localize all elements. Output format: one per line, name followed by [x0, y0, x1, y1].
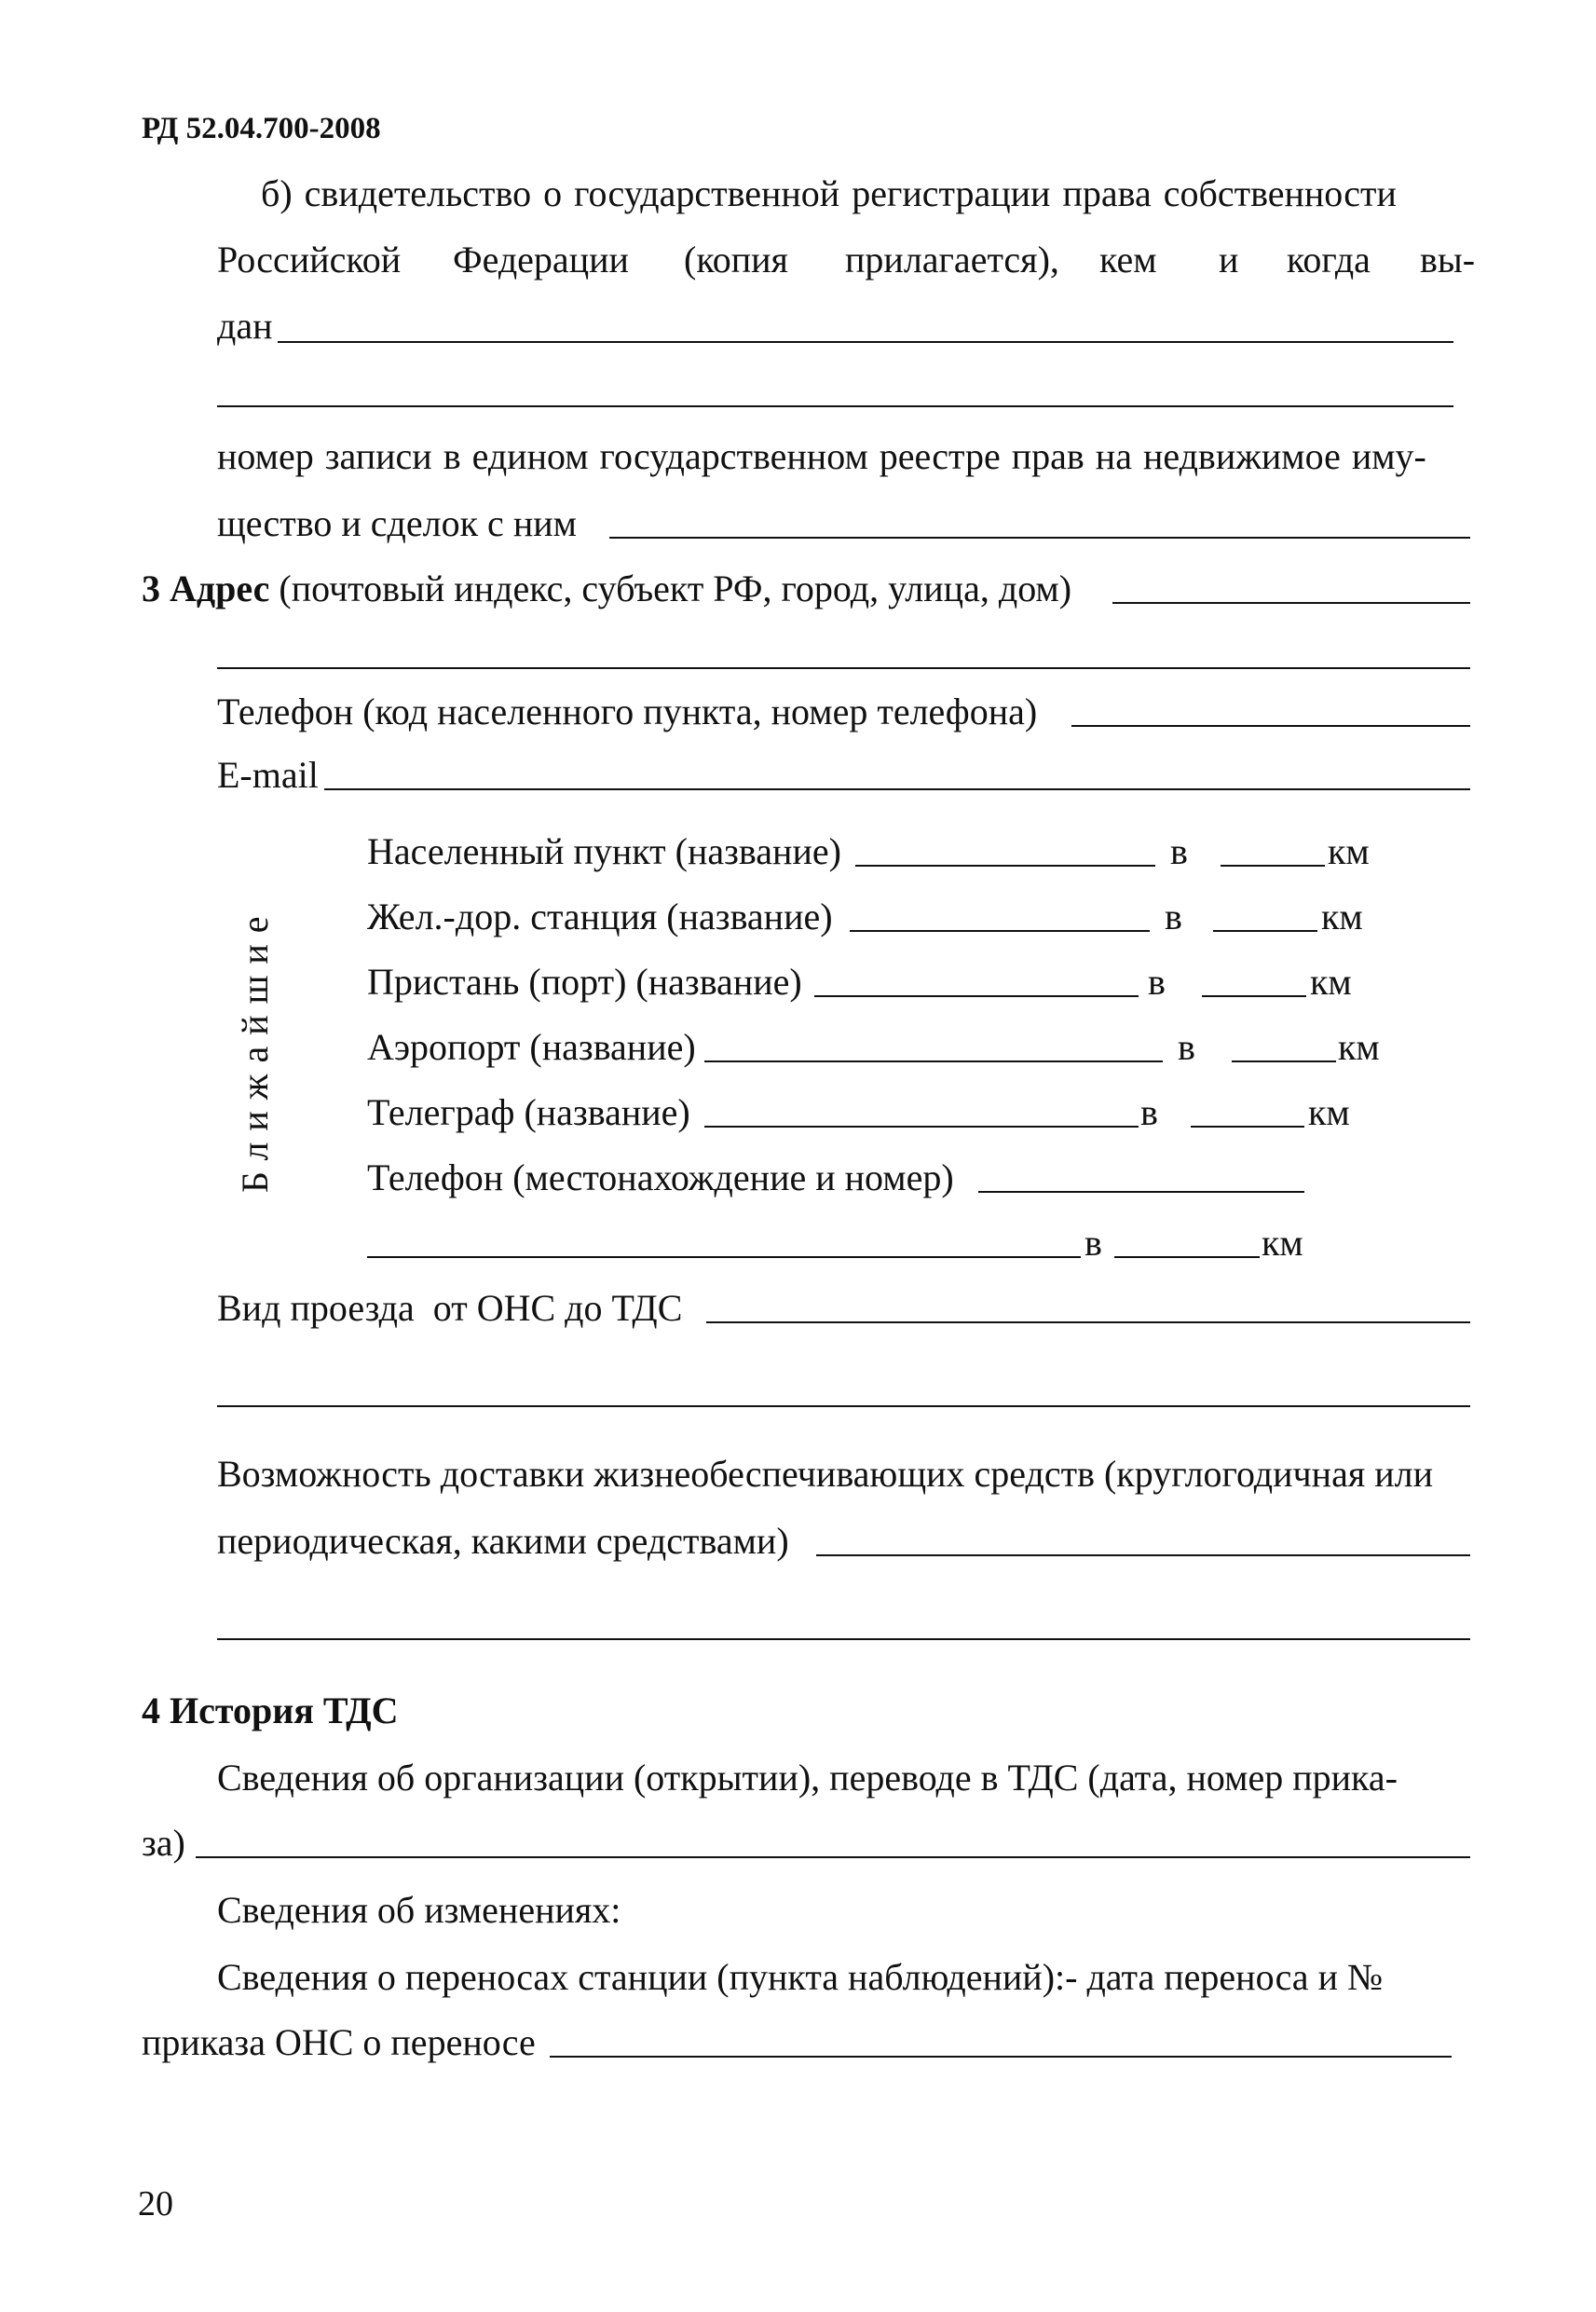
moves-line-1: Сведения о переносах станции (пункта наблюдений):- дата переноса и № [217, 1956, 1384, 1998]
word: вы- [1420, 239, 1476, 280]
section-number: 3 [142, 568, 160, 609]
registry-line-2: щество и сделок с ним [217, 502, 577, 544]
word: когда [1287, 239, 1371, 280]
section-3-heading [142, 570, 1071, 608]
word: Федерации [453, 239, 629, 280]
page-number: 20 [138, 2184, 173, 2223]
nearest-settlement-unit: км [1328, 830, 1370, 872]
supply-field-continued[interactable] [217, 1638, 1470, 1640]
nearest-airport-distance-field[interactable] [1232, 1060, 1336, 1062]
nearest-port-field[interactable] [814, 995, 1139, 997]
word: и [1219, 239, 1239, 280]
nearest-phone-in: в [1084, 1222, 1102, 1264]
nearest-port-unit: км [1310, 961, 1352, 1003]
nearest-port-in: в [1148, 961, 1166, 1003]
nearest-port-distance-field[interactable] [1202, 995, 1306, 997]
moves-field[interactable] [550, 2056, 1452, 2058]
phone-label: Телефон (код населенного пункта, номер телефона) [217, 691, 1038, 732]
phone-field[interactable] [1071, 725, 1470, 727]
travel-field[interactable] [706, 1321, 1470, 1323]
nearest-airport-field[interactable] [704, 1060, 1163, 1062]
changes-label: Сведения об изменениях: [217, 1889, 621, 1931]
nearest-phone-label: Телефон (местонахождение и номер) [367, 1156, 954, 1198]
history-line-1: Сведения об организации (открытии), переводе в ТДС (дата, номер прика- [217, 1757, 1398, 1799]
email-field[interactable] [324, 788, 1470, 790]
supply-field[interactable] [816, 1554, 1470, 1556]
paragraph-b-line-1: б) свидетельство о государственной регистрации права собственности [261, 172, 1397, 214]
section-number: 4 [142, 1690, 160, 1731]
registry-line-1: номер записи в едином государственном реестре прав на недвижимое иму- [217, 435, 1426, 477]
nearest-phone-field-continued[interactable] [367, 1256, 1081, 1258]
nearest-telegraph-field[interactable] [704, 1126, 1139, 1128]
travel-label: Вид проезда от ОНС до ТДС [217, 1287, 683, 1329]
section-title: Адрес [170, 568, 270, 609]
nearest-vertical-text: Ближайшие [234, 905, 276, 1193]
registry-number-field[interactable] [609, 537, 1470, 539]
email-label: E-mail [217, 754, 319, 796]
nearest-settlement-in: в [1170, 830, 1188, 872]
nearest-railway-unit: км [1321, 896, 1363, 937]
nearest-phone-distance-field[interactable] [1114, 1256, 1260, 1258]
section-4-heading [142, 1692, 399, 1730]
address-field[interactable] [1112, 602, 1470, 604]
section-title-note: (почтовый индекс, субъект РФ, город, улица, дом) [279, 568, 1072, 609]
issued-field-continued[interactable] [217, 405, 1453, 407]
nearest-settlement-distance-field[interactable] [1221, 865, 1325, 867]
nearest-airport-in: в [1178, 1026, 1195, 1068]
nearest-telegraph-in: в [1140, 1091, 1158, 1133]
nearest-railway-in: в [1165, 896, 1182, 937]
nearest-airport-unit: км [1338, 1026, 1380, 1068]
issued-field[interactable] [278, 341, 1453, 343]
section-title: История ТДС [170, 1690, 399, 1731]
nearest-railway-distance-field[interactable] [1213, 930, 1317, 932]
nearest-telegraph-distance-field[interactable] [1191, 1126, 1304, 1128]
nearest-port-label: Пристань (порт) (название) [367, 961, 802, 1003]
word: прилагается), [845, 239, 1059, 280]
history-field[interactable] [196, 1856, 1470, 1858]
nearest-telegraph-label: Телеграф (название) [367, 1091, 690, 1133]
nearest-settlement-field[interactable] [855, 865, 1155, 867]
nearest-railway-field[interactable] [850, 930, 1150, 932]
word: (копия [684, 239, 788, 280]
document-code: РД 52.04.700-2008 [142, 112, 381, 145]
word: кем [1099, 239, 1157, 280]
nearest-phone-field[interactable] [978, 1191, 1304, 1193]
nearest-telegraph-unit: км [1308, 1091, 1350, 1133]
nearest-phone-unit: км [1262, 1222, 1303, 1264]
nearest-airport-label: Аэропорт (название) [367, 1026, 696, 1068]
address-field-continued[interactable] [217, 667, 1470, 669]
supply-line-1: Возможность доставки жизнеобеспечивающих средств (круглогодичная или [217, 1453, 1433, 1495]
issued-label: дан [217, 305, 273, 347]
nearest-vertical-label [233, 905, 289, 1249]
word: Российской [217, 239, 402, 280]
nearest-settlement-label: Населенный пункт (название) [367, 830, 841, 872]
history-line-2: за) [142, 1822, 185, 1864]
supply-line-2: периодическая, какими средствами) [217, 1520, 789, 1562]
travel-field-continued[interactable] [217, 1405, 1470, 1407]
nearest-railway-label: Жел.-дор. станция (название) [367, 896, 833, 937]
moves-line-2: приказа ОНС о переносе [142, 2021, 536, 2063]
